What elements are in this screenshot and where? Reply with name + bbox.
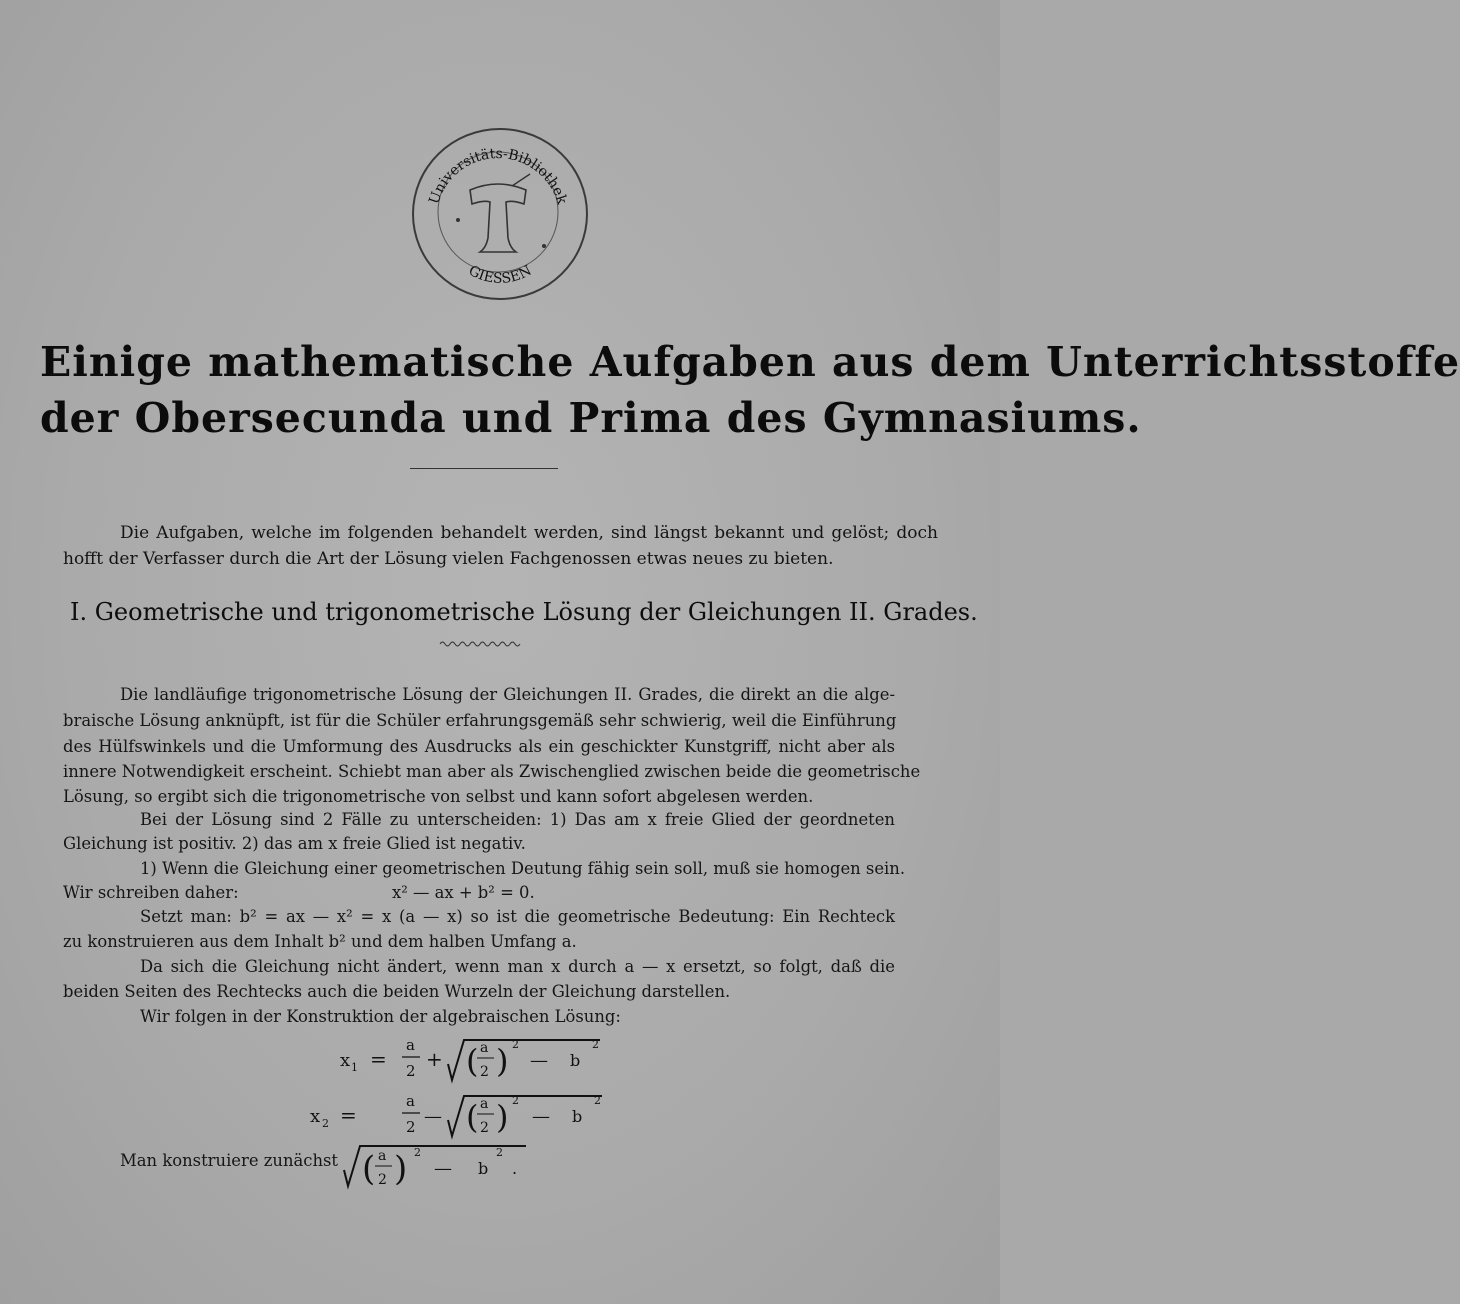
page-title-line-1: Einige mathematische Aufgaben aus dem Unterrichtsstoffe — [40, 338, 1460, 386]
svg-text:2: 2 — [480, 1120, 489, 1136]
svg-text:—: — — [532, 1106, 550, 1127]
svg-text:2: 2 — [512, 1094, 519, 1107]
paragraph-4-line-1: Setzt man: b² = ax — x² = x (a — x) so ist die geometrische Bedeutung: Ein Rechteck — [140, 907, 895, 926]
paragraph-6: Wir folgen in der Konstruktion der algebraischen Lösung: — [140, 1007, 621, 1026]
svg-text:=: = — [340, 1103, 357, 1127]
svg-text:2: 2 — [414, 1146, 421, 1159]
construct-label: Man konstruiere zunächst — [120, 1151, 339, 1170]
svg-text:x: x — [310, 1106, 321, 1127]
svg-text:—: — — [530, 1050, 548, 1071]
equation-quadratic: x² — ax + b² = 0. — [392, 883, 535, 902]
svg-text:(: ( — [466, 1098, 479, 1136]
svg-text:): ) — [496, 1098, 509, 1136]
formula-x2 — [310, 1086, 610, 1142]
paragraph-1-line-2: braische Lösung anknüpft, ist für die Schüler erfahrungsgemäß sehr schwierig, weil die Einführung — [63, 711, 897, 730]
stamp-emblem-icon — [412, 128, 588, 304]
intro-line-1: Die Aufgaben, welche im folgenden behandelt werden, sind längst bekannt und gelöst; doch — [120, 523, 938, 543]
intro-line-2: hofft der Verfasser durch die Art der Lösung vielen Fachgenossen etwas neues zu bieten. — [63, 549, 834, 569]
svg-text:2: 2 — [406, 1118, 416, 1136]
svg-text:): ) — [394, 1149, 408, 1189]
section-heading: I. Geometrische und trigonometrische Lösung der Gleichungen II. Grades. — [70, 598, 978, 626]
svg-text:a: a — [480, 1096, 489, 1112]
svg-text:—: — — [434, 1158, 452, 1179]
svg-text:b: b — [572, 1107, 583, 1126]
svg-text:2: 2 — [594, 1094, 601, 1107]
paragraph-3-line-1: 1) Wenn die Gleichung einer geometrischen Deutung fähig sein soll, muß sie homogen sein. — [140, 859, 906, 878]
svg-text:a: a — [378, 1148, 387, 1164]
svg-text:(: ( — [362, 1149, 376, 1189]
paragraph-1-line-5: Lösung, so ergibt sich die trigonometrische von selbst und kann sofort abgelesen werden. — [63, 787, 814, 806]
svg-text:a: a — [480, 1040, 489, 1056]
svg-text:1: 1 — [351, 1061, 358, 1074]
svg-text:=: = — [370, 1047, 387, 1071]
paragraph-1-line-4: innere Notwendigkeit erscheint. Schiebt man aber als Zwischenglied zwischen beide die geometrische — [63, 762, 921, 781]
svg-text:b: b — [570, 1051, 581, 1070]
svg-text:x: x — [340, 1050, 351, 1071]
title-divider — [410, 468, 558, 469]
stamp-text-bottom: GIESSEN — [465, 262, 535, 287]
svg-text:2: 2 — [496, 1146, 503, 1159]
svg-text:+: + — [426, 1047, 443, 1071]
formula-root-term — [340, 1136, 540, 1196]
svg-text:a: a — [406, 1092, 415, 1110]
svg-text:): ) — [496, 1042, 509, 1080]
paragraph-2-line-1: Bei der Lösung sind 2 Fälle zu unterscheiden: 1) Das am x freie Glied der geordneten — [140, 810, 895, 829]
svg-text:2: 2 — [378, 1172, 387, 1188]
svg-text:(: ( — [466, 1042, 479, 1080]
svg-text:a: a — [406, 1036, 415, 1054]
svg-text:.: . — [512, 1159, 518, 1178]
stamp-text-top: Universitäts-Bibliothek — [426, 145, 570, 207]
paragraph-5-line-1: Da sich die Gleichung nicht ändert, wenn man x durch a — x ersetzt, so folgt, daß die — [140, 957, 895, 976]
paragraph-1-line-3: des Hülfswinkels und die Umformung des Ausdrucks als ein geschickter Kunstgriff, nicht aber als — [63, 737, 895, 756]
paragraph-3-line-2: Wir schreiben daher: — [63, 883, 239, 902]
svg-text:2: 2 — [592, 1038, 599, 1051]
library-stamp — [412, 128, 588, 304]
wavy-divider — [440, 640, 520, 648]
page-title-line-2: der Obersecunda und Prima des Gymnasiums. — [40, 394, 1142, 442]
svg-text:2: 2 — [406, 1062, 416, 1080]
svg-text:2: 2 — [512, 1038, 519, 1051]
svg-text:b: b — [478, 1159, 489, 1178]
paragraph-1-line-1: Die landläufige trigonometrische Lösung der Gleichungen II. Grades, die direkt an die alge- — [120, 685, 895, 704]
svg-text:2: 2 — [322, 1117, 329, 1130]
paragraph-2-line-2: Gleichung ist positiv. 2) das am x freie Glied ist negativ. — [63, 834, 526, 853]
formula-x1 — [330, 1030, 620, 1086]
svg-text:2: 2 — [480, 1064, 489, 1080]
paragraph-5-line-2: beiden Seiten des Rechtecks auch die beiden Wurzeln der Gleichung darstellen. — [63, 982, 731, 1001]
svg-text:—: — — [424, 1106, 442, 1127]
paragraph-4-line-2: zu konstruieren aus dem Inhalt b² und dem halben Umfang a. — [63, 932, 577, 951]
